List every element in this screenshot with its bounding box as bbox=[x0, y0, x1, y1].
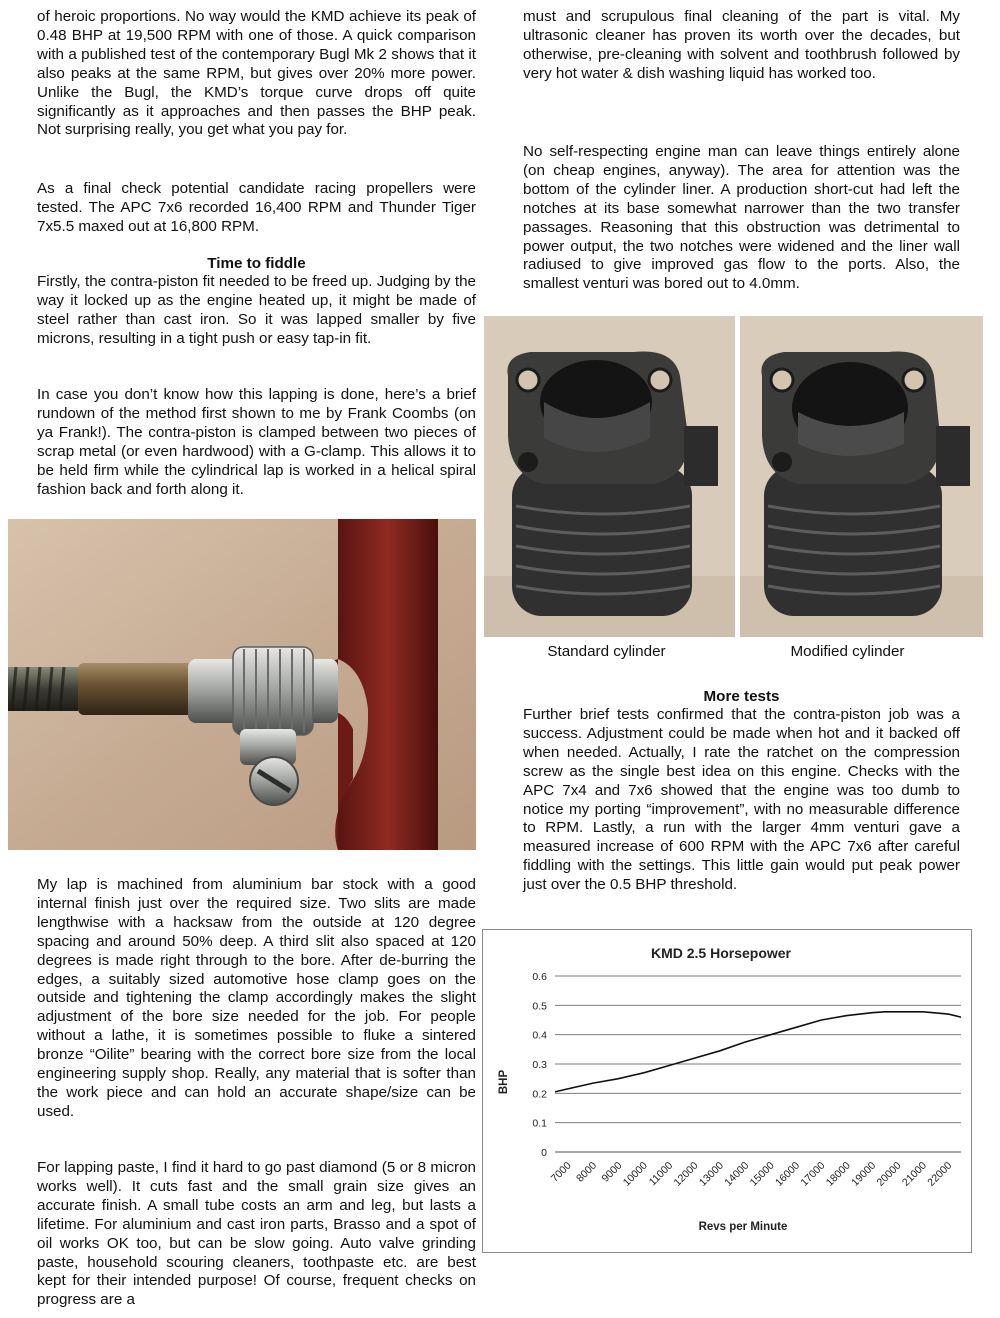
paragraph-racing-propellers: As a final check potential candidate racing propellers were tested. The APC 7x6 recorded 16,400 RPM and Thunder Tiger 7x5.5 maxed out at 16,800 RPM. bbox=[37, 180, 476, 235]
caption-modified-cylinder: Modified cylinder bbox=[790, 643, 905, 660]
y-tick-label: 0.1 bbox=[532, 1117, 547, 1130]
paragraph-lapping-paste: For lapping paste, I find it hard to go past diamond (5 or 8 micron works well). It cuts fast and the small grain size gives an accurate finish. A small tube costs an arm and leg, but lasts a lifetime. For aluminium and cast iron parts, Brasso and a spot of oil works OK too, but can be slow going. Auto valve grinding paste, household scouring cleaners, toothpaste etc. are best kept for their intended purpose! Of course, frequent checks on progress are a bbox=[37, 1159, 476, 1309]
x-tick-label: 22000 bbox=[925, 1159, 955, 1189]
x-tick-label: 21000 bbox=[899, 1159, 930, 1189]
paragraph-cylinder-liner: No self-respecting engine man can leave things entirely alone (on cheap engines, anyway). The area for attention was the bottom of the cylinder liner. A production short-cut had left the notches at its base somewhat narrower than the two transfer passages. Reasoning that this obstruction was detrimental to power output, the two notches were widened and the liner wall radiused to give improved gas flow to the ports. Also, the smallest venturi was bored out to 4.0mm. bbox=[523, 143, 960, 293]
paragraph-lapping-method: In case you don’t know how this lapping is done, here’s a brief rundown of the method first shown to me by Frank Coombs (on ya Frank!). The contra-piston is clamped between two pieces of scrap metal (or even hardwood) with a G-clamp. This allows it to be held firm while the cylindrical lap is worked in a helical spiral fashion back and forth along it. bbox=[37, 386, 476, 498]
y-tick-label: 0.3 bbox=[532, 1059, 547, 1071]
x-tick-label: 20000 bbox=[874, 1159, 904, 1189]
x-tick-label: 7000 bbox=[548, 1159, 574, 1185]
paragraph-lap-machining: My lap is machined from aluminium bar stock with a good internal finish just over the required size. Two slits are made lengthwise with a hacksaw from the outside at 120 degree spacing and around 50% deep. A third slit also spaced at 120 degrees is made right through to the bore. After de-burring the edges, a suitably sized automotive hose clamp goes on the outside and tightening the clamp accordingly makes the slight adjustment of the bore size needed for the job. For people without a lathe, it is sometimes possible to fluke a sintered bronze “Oilite” bearing with the correct bore size from the local engineering supply shop. Really, any material that is softer than the work piece and can hold an accurate shape/size can be used. bbox=[37, 876, 476, 1120]
x-tick-label: 15000 bbox=[747, 1159, 777, 1189]
x-tick-label: 17000 bbox=[798, 1159, 828, 1189]
x-axis-label: Revs per Minute bbox=[698, 1221, 788, 1233]
x-tick-label: 11000 bbox=[646, 1159, 676, 1189]
paragraph-heroic-proportions: of heroic proportions. No way would the KMD achieve its peak of 0.48 BHP at 19,500 RPM with one of those. A quick comparison with a published test of the contemporary Bugl Mk 2 shows that it also peaks at the same RPM, but gives over 20% more power. Unlike the Bugl, the KMD’s torque curve drops off quite significantly as it approaches and then passes the BHP peak. Not surprising really, you get what you pay for. bbox=[37, 8, 476, 139]
x-tick-label: 10000 bbox=[620, 1159, 650, 1189]
chart-title: KMD 2.5 Horsepower bbox=[650, 945, 792, 961]
y-tick-label: 0 bbox=[541, 1147, 547, 1159]
paragraph-more-tests: Further brief tests confirmed that the contra-piston job was a success. Adjustment could be made when hot and it backed off when needed. Actually, I rate the ratchet on the compression screw as the single best idea on this engine. Checks with the APC 7x4 and 7x6 showed that the engine was too dumb to notice my porting “improvement”, with no measurable difference to RPM. Lastly, a run with the larger 4mm venturi gave a measured increase of 600 RPM with the APC 7x6 after careful fiddling with the settings. This little gain would put peak power just over the 0.5 BHP threshold. bbox=[523, 706, 960, 894]
horsepower-chart bbox=[482, 929, 972, 1253]
x-tick-label: 8000 bbox=[574, 1159, 600, 1185]
paragraph-contra-piston-fit: Firstly, the contra-piston fit needed to be freed up. Judging by the way it locked up as the engine heated up, it might be made of steel rather than cast iron. So it was lapped smaller by five microns, resulting in a tight push or easy tap-in fit. bbox=[37, 273, 476, 347]
bhp-series-line bbox=[555, 1012, 961, 1092]
x-tick-label: 13000 bbox=[696, 1159, 727, 1189]
heading-more-tests: More tests bbox=[703, 688, 780, 705]
standard-cylinder-photo bbox=[484, 316, 735, 637]
x-tick-label: 18000 bbox=[823, 1159, 853, 1189]
caption-standard-cylinder: Standard cylinder bbox=[547, 643, 666, 660]
y-tick-label: 0.6 bbox=[532, 971, 547, 983]
modified-cylinder-photo bbox=[740, 316, 983, 637]
x-tick-label: 12000 bbox=[671, 1159, 701, 1189]
y-tick-label: 0.2 bbox=[532, 1088, 547, 1101]
y-tick-label: 0.5 bbox=[532, 1000, 547, 1013]
x-tick-label: 9000 bbox=[599, 1159, 625, 1185]
y-tick-label: 0.4 bbox=[532, 1029, 547, 1042]
paragraph-ultrasonic-cleaning: must and scrupulous final cleaning of the part is vital. My ultrasonic cleaner has proven its worth over the decades, but otherwise, pre-cleaning with solvent and toothbrush followed by very hot water & dish washing liquid has worked too. bbox=[523, 8, 960, 82]
g-clamp-lapping-photo bbox=[8, 519, 476, 850]
x-tick-label: 16000 bbox=[773, 1159, 803, 1189]
y-axis-label: BHP bbox=[498, 1069, 510, 1095]
horsepower-chart-svg bbox=[483, 930, 971, 1252]
heading-time-to-fiddle: Time to fiddle bbox=[207, 255, 306, 272]
x-tick-label: 19000 bbox=[849, 1159, 879, 1189]
x-tick-label: 14000 bbox=[722, 1159, 752, 1189]
